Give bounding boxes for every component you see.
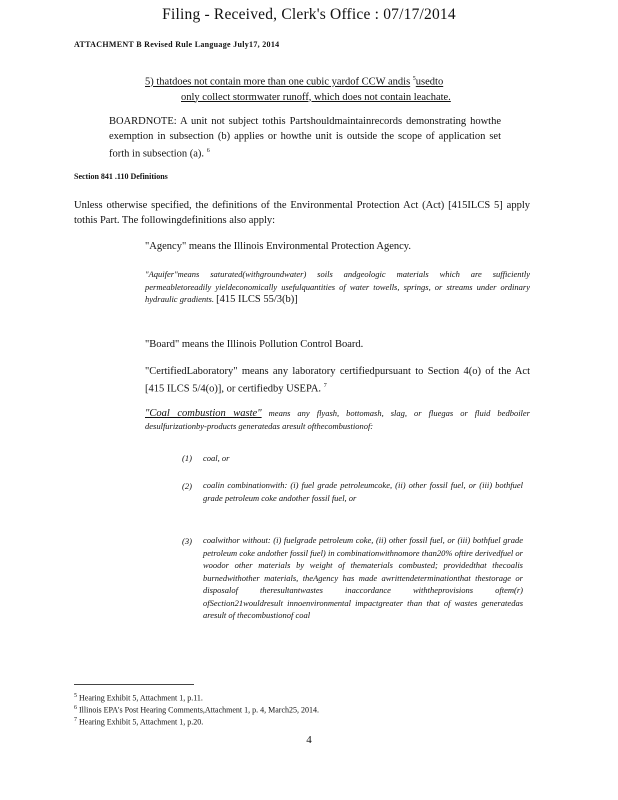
- list-item-2-num: (2): [182, 481, 192, 491]
- footnote-separator: [74, 684, 194, 685]
- footnote-ref-5: 5: [412, 76, 416, 82]
- footnote-5-num: 5: [74, 693, 77, 699]
- board-note-text: BOARDNOTE: A unit not subject tothis Partshouldmaintainrecords demonstrating howthe exemption in subsection (b) applies or howthe unit is outside the scope of application set forth in subsection (a).: [109, 116, 501, 160]
- filing-stamp: Filing - Received, Clerk's Office : 07/17/2014: [162, 6, 456, 23]
- def-certified-lab-text: "CertifiedLaboratory" means any laboratory certifiedpursuant to Section 4(o) of the Act [415 ILCS 5/4(o)], or certifiedby USEPA.: [145, 366, 530, 395]
- footnote-ref-7: 7: [323, 383, 327, 389]
- def-ccw: [145, 407, 530, 433]
- list-item-3-text: coalwithor without: (i) fuelgrade petroleum coke, (ii) other fossil fuel, or (iii) bothfuel grade petroleum coke andother fossil fuel) in combinationwithnomore than20% oftire derivedfuel or woodor other materials by weight of thematerials combusted; providedthat thecoalis burnedwithother materials, theAgency has made awrittendeterminationthat thestorage or disposalof theresultantwastes inaccordance withtheprovisions oftem(r) ofSection21wouldresult innoenvironmental impactgreater than that of wastes generatedas aresult of thecombustionof coal: [203, 535, 523, 620]
- def-aquifer-cite: [415 ILCS 55/3(b)]: [216, 294, 298, 305]
- item-5-line2: only collect stormwater runoff, which does not contain leachate.: [181, 91, 451, 103]
- board-note: [109, 114, 501, 162]
- footnote-7-num: 7: [74, 717, 77, 723]
- list-item-1-num: (1): [182, 453, 192, 463]
- def-agency: "Agency" means the Illinois Environmental Protection Agency.: [145, 241, 411, 252]
- intro-paragraph: Unless otherwise specified, the definitions of the Environmental Protection Act (Act) [415ILCS 5] apply tothis Part. The followingdefinitions also apply:: [74, 200, 530, 226]
- page-number: 4: [306, 734, 312, 746]
- def-board: "Board" means the Illinois Pollution Control Board.: [145, 339, 364, 350]
- def-aquifer-text: "Aquifer"means saturated(withgroundwater) soils andgeologic materials which are sufficiently permeabletoreadily yieldeconomically usefulquantities of water towells, springs, or streams under ordinary hydraulic gradients.: [145, 269, 530, 304]
- footnote-5-text: Hearing Exhibit 5, Attachment 1, p.11.: [79, 693, 203, 703]
- item-5-line1: 5) thatdoes not contain more than one cubic yardof CCW andis: [145, 76, 411, 88]
- list-item-1-text: coal, or: [203, 453, 230, 463]
- footnote-ref-6: 6: [206, 148, 210, 154]
- footnote-7-text: Hearing Exhibit 5, Attachment 1, p.20.: [79, 717, 204, 727]
- footnote-6-num: 6: [74, 705, 77, 711]
- item-5-line1b: usedto: [415, 76, 444, 88]
- section-heading: Section 841 .110 Definitions: [74, 172, 168, 181]
- item-5: [145, 72, 520, 105]
- list-item-3-num: (3): [182, 536, 192, 546]
- def-aquifer: [145, 268, 530, 307]
- footnote-7: [74, 714, 534, 729]
- attachment-label: ATTACHMENT B Revised Rule Language July17, 2014: [74, 40, 280, 49]
- list-item-2-text: coalin combinationwith: (i) fuel grade petroleumcoke, (ii) other fossil fuel, or (iii) bothfuel grade petroleum coke andother fossil fuel, or: [203, 480, 523, 503]
- def-ccw-text: means any flyash, bottomash, slag, or fluegas or fluid bedboiler desulfurizationby-products generatedas aresult ofthecombustionof:: [145, 408, 530, 431]
- footnote-6-text: Illinois EPA's Post Hearing Comments,Attachment 1, p. 4, March25, 2014.: [79, 705, 320, 715]
- def-ccw-term: "Coal combustion waste": [145, 408, 262, 419]
- def-certified-lab: [145, 364, 530, 397]
